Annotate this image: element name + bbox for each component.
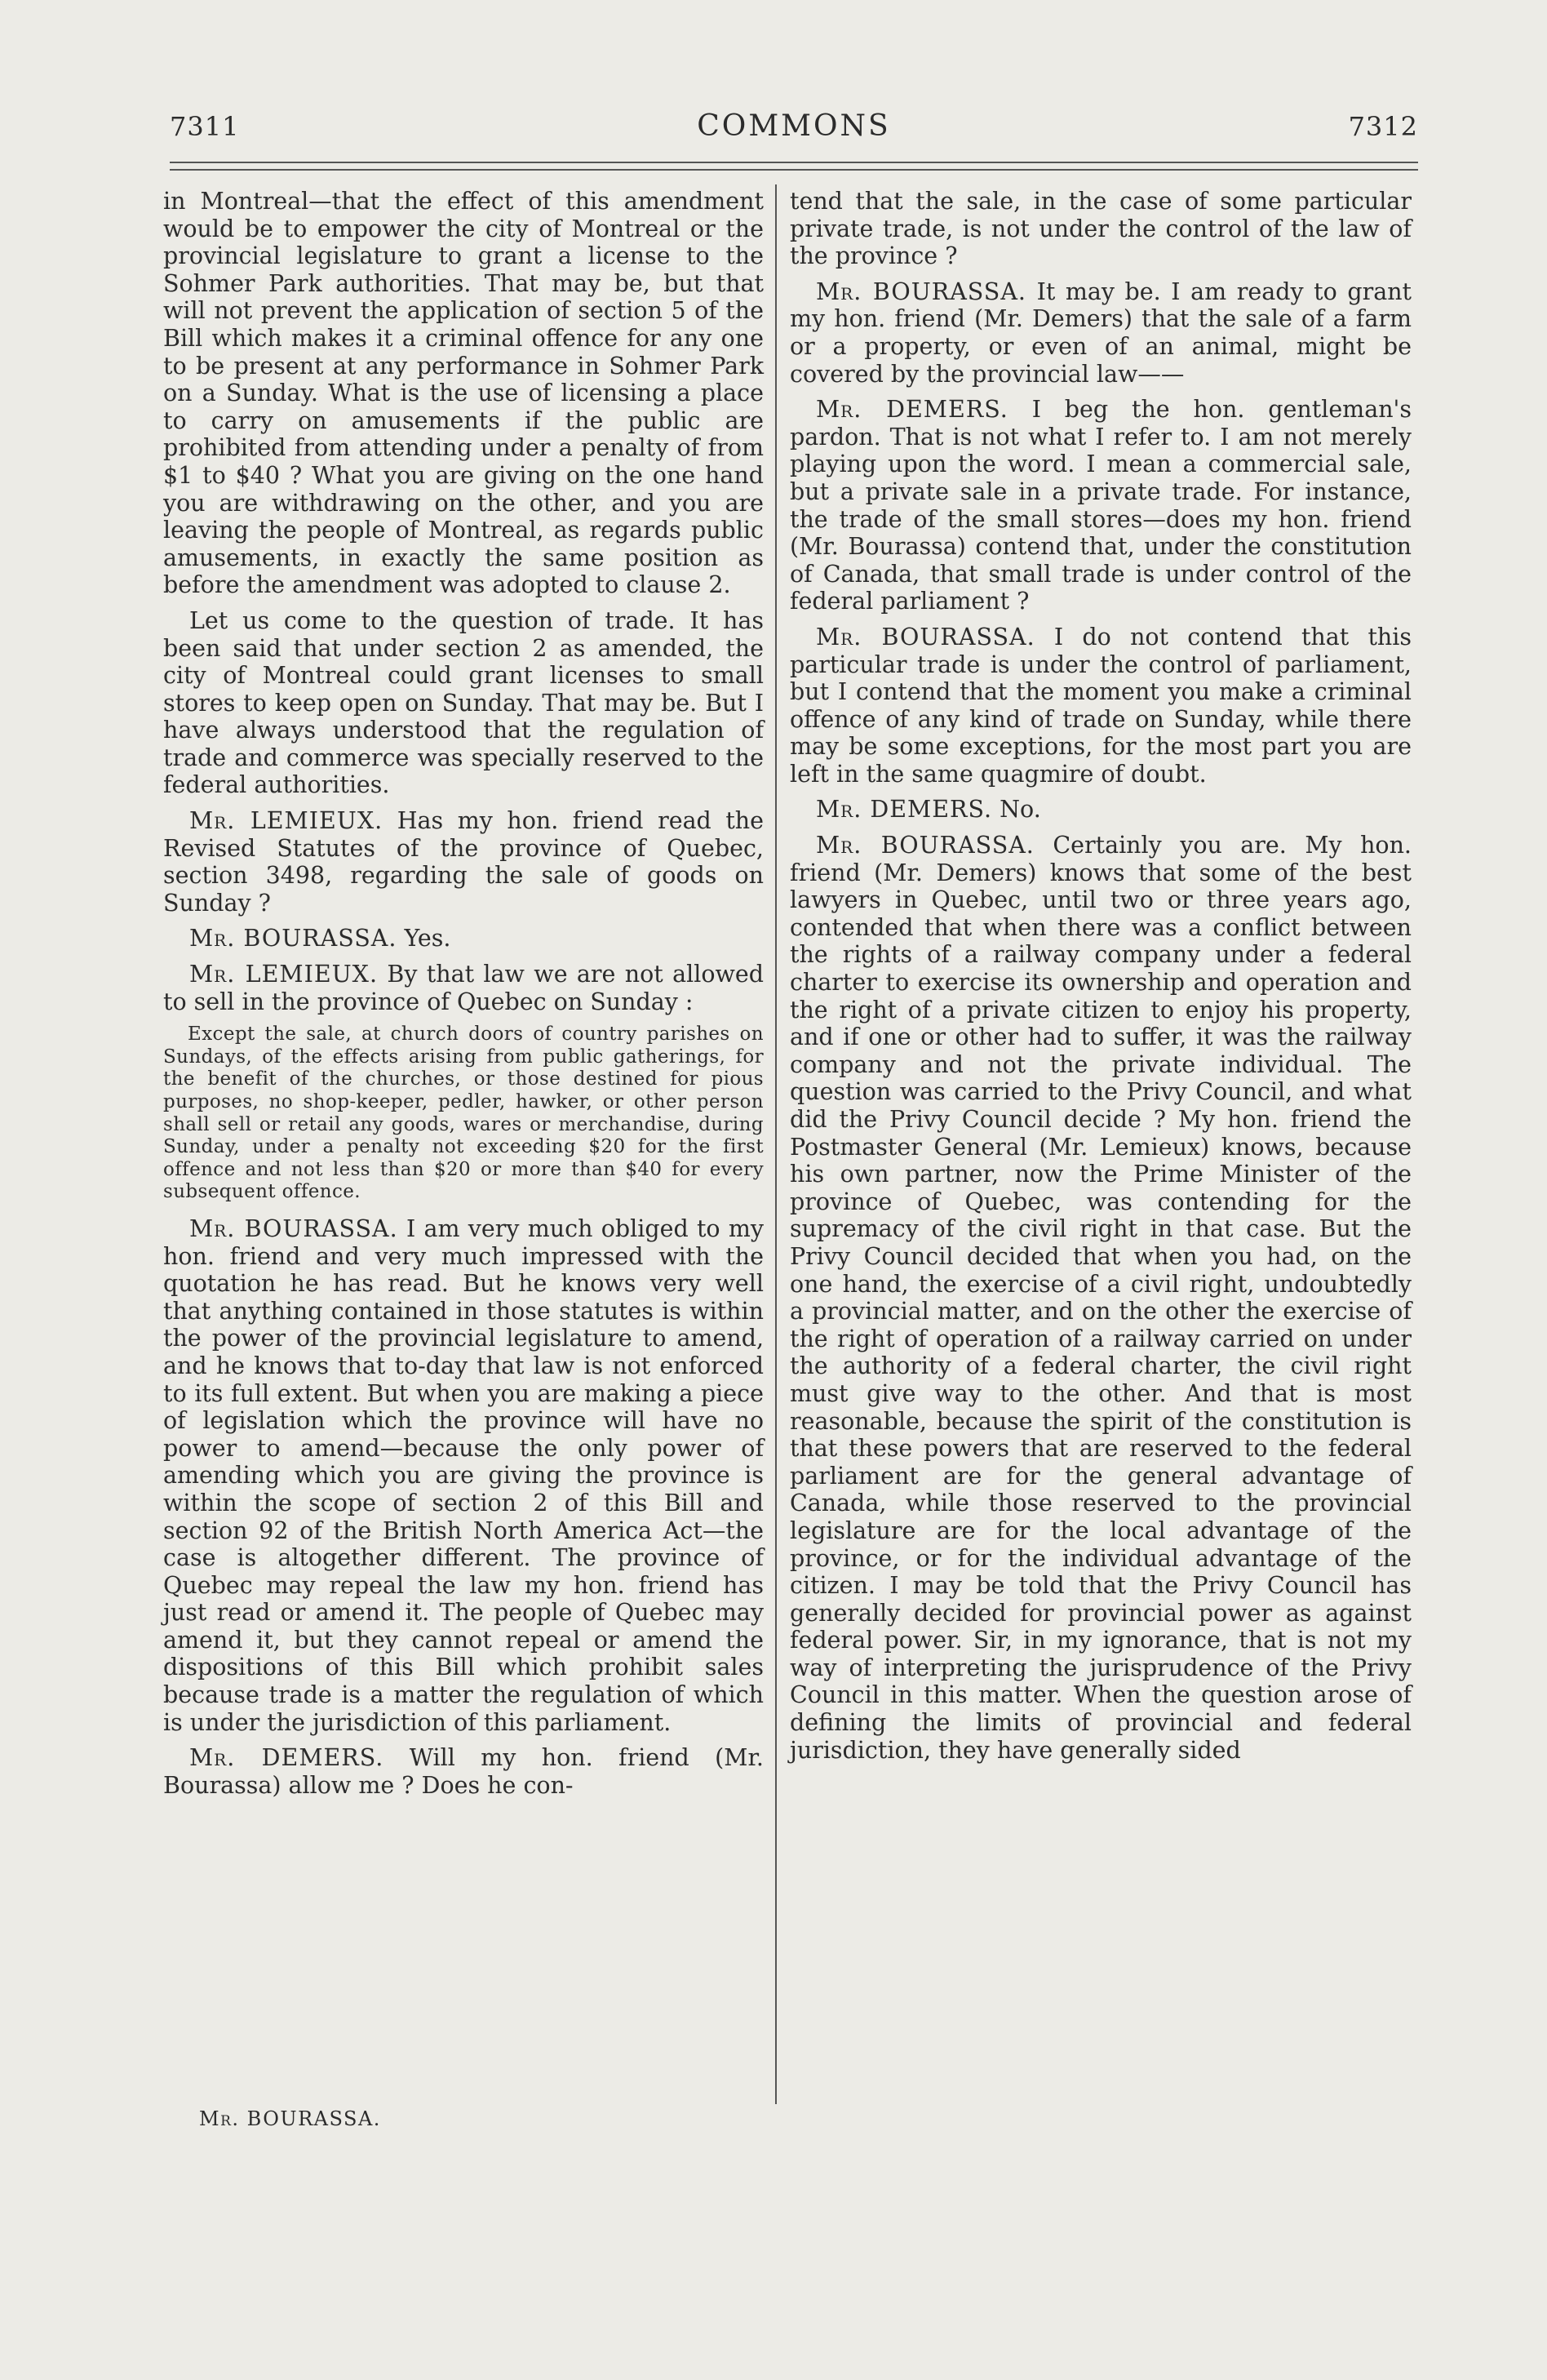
column-divider xyxy=(775,184,777,2104)
left-column xyxy=(163,188,764,1807)
page-header xyxy=(170,96,1418,153)
speech xyxy=(163,1744,764,1799)
speaker-name: Mr. BOURASSA. xyxy=(816,623,1035,651)
paragraph: Let us come to the question of trade. It has been said that under section 2 as amended, the city of Montreal could grant licenses to small stores to keep open on Sunday. That may be. But I have always understood that the regulation of trade and commerce was specially reserved to the federal authorities. xyxy=(163,606,764,799)
right-column xyxy=(790,188,1412,1772)
speech xyxy=(163,807,764,917)
speech xyxy=(790,832,1412,1764)
speaker-name: Mr. BOURASSA. xyxy=(189,925,397,952)
speaker-name: Mr. LEMIEUX. xyxy=(189,807,383,835)
speaker-name: Mr. BOURASSA. xyxy=(816,278,1026,305)
speech-text: I beg the hon. gentleman's pardon. That is not what I refer to. I am not merely playing upon the word. I mean a commercial sale, but a private sale in a private trade. For instance, the trade of the small stores—does my hon. friend (Mr. Bourassa) contend that, under the constitution of Canada, that small trade is under control of the federal parliament ? xyxy=(790,396,1412,615)
speaker-name: Mr. DEMERS. xyxy=(816,796,993,824)
paragraph: tend that the sale, in the case of some particular private trade, is not under the control of the law of the province ? xyxy=(790,188,1412,270)
page-number-right: 7312 xyxy=(1348,111,1418,142)
speech-text: No. xyxy=(1000,796,1041,824)
speech-text: By that law we are not allowed to sell in the province of Quebec on Sunday : xyxy=(163,961,765,1015)
speaker-name: Mr. LEMIEUX. xyxy=(189,961,379,988)
speech xyxy=(790,278,1412,388)
speech-text: Will my hon. friend (Mr. Bourassa) allow me ? Does he con- xyxy=(163,1744,764,1799)
catchword: Mr. BOURASSA. xyxy=(199,2107,381,2130)
speech-text: Yes. xyxy=(404,925,451,952)
speech xyxy=(790,396,1412,615)
header-rule-top xyxy=(170,162,1418,163)
speaker-name: Mr. DEMERS. xyxy=(189,1744,384,1772)
header-rule-bottom xyxy=(170,169,1418,171)
speech xyxy=(163,925,764,952)
speaker-name: Mr. DEMERS. xyxy=(816,396,1008,424)
statute-quotation: Except the sale, at church doors of country parishes on Sundays, of the effects arising from public gatherings, for the benefit of the churches, or those destined for pious purposes, no shop-keeper, pedler, hawker, or other person shall sell or retail any goods, wares or merchandise, during Sunday, under a penalty not exceeding $20 for the first offence and not less than $20 or more than $40 for every subsequent offence. xyxy=(163,1023,764,1203)
speech xyxy=(163,1215,764,1736)
speech-text: Has my hon. friend read the Revised Statutes of the province of Quebec, section 3498, regarding the sale of goods on Sunday ? xyxy=(163,807,764,917)
speech xyxy=(790,624,1412,788)
speech-text: It may be. I am ready to grant my hon. friend (Mr. Demers) that the sale of a farm or a property, or even of an animal, might be covered by the provincial law—— xyxy=(790,278,1412,388)
speaker-name: Mr. BOURASSA. xyxy=(189,1214,398,1242)
speaker-name: Mr. BOURASSA. xyxy=(816,832,1035,859)
speech xyxy=(163,961,764,1015)
speech xyxy=(790,796,1412,824)
page-number-left: 7311 xyxy=(170,111,240,142)
speech-text: I am very much obliged to my hon. friend and very much impressed with the quotation he has read. But he knows very well that anything contained in those statutes is within the power of the provincial legislature to amend, and he knows that to-day that law is not enforced to its full extent. But when you are making a piece of legislation which the province will have no power to amend—because the only power of amending which you are giving the province is within the scope of section 2 of this Bill and section 92 of the British North America Act—the case is altogether different. The province of Quebec may repeal the law my hon. friend has just read or amend it. The people of Quebec may amend it, but they cannot repeal or amend the dispositions of this Bill which prohibit sales because trade is a matter the regulation of which is under the jurisdiction of this parliament. xyxy=(163,1214,764,1736)
running-head-title: COMMONS xyxy=(697,109,891,143)
speech-text: I do not contend that this particular trade is under the control of parliament, but I contend that the moment you make a criminal offence of any kind of trade on Sunday, while there may be some exceptions, for the most part you are left in the same quagmire of doubt. xyxy=(790,623,1412,788)
speech-text: Certainly you are. My hon. friend (Mr. Demers) knows that some of the best lawyers in Quebec, until two or three years ago, contended that when there was a conflict between the rights of a railway company under a federal charter to exercise its ownership and operation and the right of a private citizen to enjoy his property, and if one or other had to suffer, it was the railway company and not the private individual. The question was carried to the Privy Council, and what did the Privy Council decide ? My hon. friend the Postmaster General (Mr. Lemieux) knows, because his own partner, now the Prime Minister of the province of Quebec, was contending for the supremacy of the civil right in that case. But the Privy Council decided that when you had, on the one hand, the exercise of a civil right, undoubtedly a provincial matter, and on the other the exercise of the right of operation of a railway carried on under the authority of a federal charter, the civil right must give way to the other. And that is most reasonable, because the spirit of the constitution is that these powers that are reserved to the federal parliament are for the general advantage of Canada, while those reserved to the provincial legislature are for the local advantage of the province, or for the individual advantage of the citizen. I may be told that the Privy Council has generally decided for provincial power as against federal power. Sir, in my ignorance, that is not my way of interpreting the jurisprudence of the Privy Council in this matter. When the question arose of defining the limits of provincial and federal jurisdiction, they have generally sided xyxy=(790,832,1412,1764)
paragraph: in Montreal—that the effect of this amendment would be to empower the city of Montreal or the provincial legislature to grant a license to the Sohmer Park authorities. That may be, but that will not prevent the application of section 5 of the Bill which makes it a criminal offence for any one to be present at any performance in Sohmer Park on a Sunday. What is the use of licensing a place to carry on amusements if the public are prohibited from attending under a penalty of from $1 to $40 ? What you are giving on the one hand you are withdrawing on the other, and you are leaving the people of Montreal, as regards public amusements, in exactly the same position as before the amendment was adopted to clause 2. xyxy=(163,188,764,599)
